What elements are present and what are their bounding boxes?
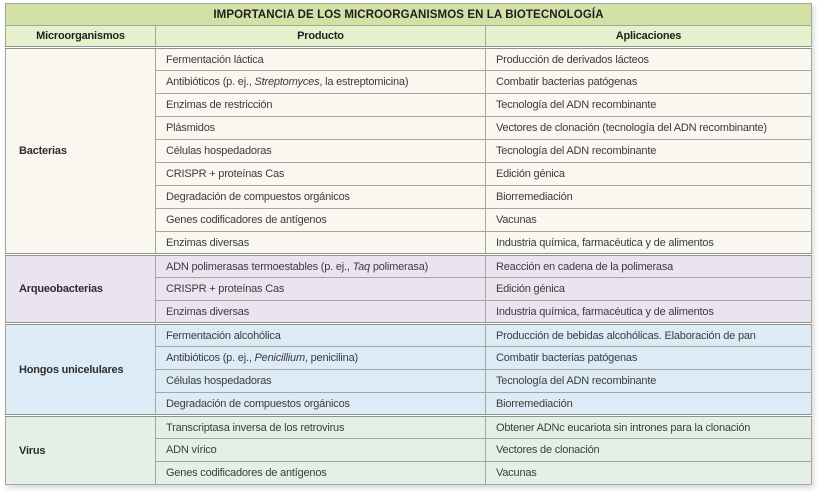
cell-producto (156, 255, 486, 278)
table-row (6, 255, 812, 278)
producto-text: Antibióticos (p. ej., (166, 76, 255, 88)
cell-producto: CRISPR + proteínas Cas (156, 278, 486, 301)
section-label-bacterias: Bacterias (6, 48, 156, 255)
cell-aplicaciones: Edición génica (486, 163, 812, 186)
cell-producto: Células hospedadoras (156, 140, 486, 163)
table-row (6, 324, 812, 347)
column-header-microorganismos: Microorganismos (6, 26, 156, 48)
table-title-row (6, 4, 812, 26)
cell-aplicaciones: Obtener ADNc eucariota sin intrones para la clonación (486, 416, 812, 439)
cell-producto: Plásmidos (156, 117, 486, 140)
column-header-producto: Producto (156, 26, 486, 48)
cell-aplicaciones: Combatir bacterias patógenas (486, 347, 812, 370)
producto-text: ADN polimerasas termoestables (p. ej., (166, 260, 353, 273)
table-title: IMPORTANCIA DE LOS MICROORGANISMOS EN LA BIOTECNOLOGÍA (6, 4, 812, 26)
cell-aplicaciones: Industria química, farmacéutica y de alimentos (486, 232, 812, 255)
cell-producto: Células hospedadoras (156, 370, 486, 393)
cell-producto: Transcriptasa inversa de los retrovirus (156, 416, 486, 439)
cell-aplicaciones: Reacción en cadena de la polimerasa (486, 255, 812, 278)
table-row (6, 416, 812, 439)
cell-aplicaciones: Tecnología del ADN recombinante (486, 94, 812, 117)
cell-producto: Genes codificadores de antígenos (156, 462, 486, 485)
cell-aplicaciones: Edición génica (486, 278, 812, 301)
producto-text: , penicilina) (304, 352, 358, 364)
cell-aplicaciones: Tecnología del ADN recombinante (486, 370, 812, 393)
cell-producto (156, 71, 486, 94)
microorganisms-biotech-table (5, 3, 812, 485)
section-arqueobacterias (6, 255, 812, 324)
section-bacterias (6, 48, 812, 255)
cell-aplicaciones: Combatir bacterias patógenas (486, 71, 812, 94)
cell-aplicaciones: Industria química, farmacéutica y de alimentos (486, 301, 812, 324)
cell-aplicaciones: Tecnología del ADN recombinante (486, 140, 812, 163)
cell-producto: CRISPR + proteínas Cas (156, 163, 486, 186)
genus-name: Penicillium (254, 352, 305, 364)
cell-producto: Fermentación alcohólica (156, 324, 486, 347)
genus-name: Taq (352, 260, 370, 273)
cell-aplicaciones: Biorremediación (486, 186, 812, 209)
cell-aplicaciones: Producción de derivados lácteos (486, 48, 812, 71)
genus-name: Streptomyces (254, 76, 320, 88)
producto-text: , la estreptomicina) (319, 76, 409, 88)
section-label-arqueobacterias: Arqueobacterias (6, 255, 156, 324)
table-row (6, 48, 812, 71)
cell-producto: Enzimas de restricción (156, 94, 486, 117)
section-virus (6, 416, 812, 485)
cell-aplicaciones: Vacunas (486, 462, 812, 485)
cell-producto: Enzimas diversas (156, 301, 486, 324)
column-header-aplicaciones: Aplicaciones (486, 26, 812, 48)
cell-producto: Enzimas diversas (156, 232, 486, 255)
section-label-hongos-unicelulares: Hongos unicelulares (6, 324, 156, 416)
cell-aplicaciones: Vacunas (486, 209, 812, 232)
producto-text: polimerasa) (369, 260, 429, 273)
cell-producto: Degradación de compuestos orgánicos (156, 186, 486, 209)
section-hongos-unicelulares (6, 324, 812, 416)
producto-text: Antibióticos (p. ej., (166, 352, 255, 364)
cell-producto: ADN vírico (156, 439, 486, 462)
cell-producto (156, 347, 486, 370)
cell-producto: Degradación de compuestos orgánicos (156, 393, 486, 416)
cell-aplicaciones: Biorremediación (486, 393, 812, 416)
section-label-virus: Virus (6, 416, 156, 485)
cell-aplicaciones: Vectores de clonación (486, 439, 812, 462)
cell-aplicaciones: Producción de bebidas alcohólicas. Elaboración de pan (486, 324, 812, 347)
cell-producto: Fermentación láctica (156, 48, 486, 71)
column-header-row (6, 26, 812, 48)
cell-aplicaciones: Vectores de clonación (tecnología del ADN recombinante) (486, 117, 812, 140)
cell-producto: Genes codificadores de antígenos (156, 209, 486, 232)
